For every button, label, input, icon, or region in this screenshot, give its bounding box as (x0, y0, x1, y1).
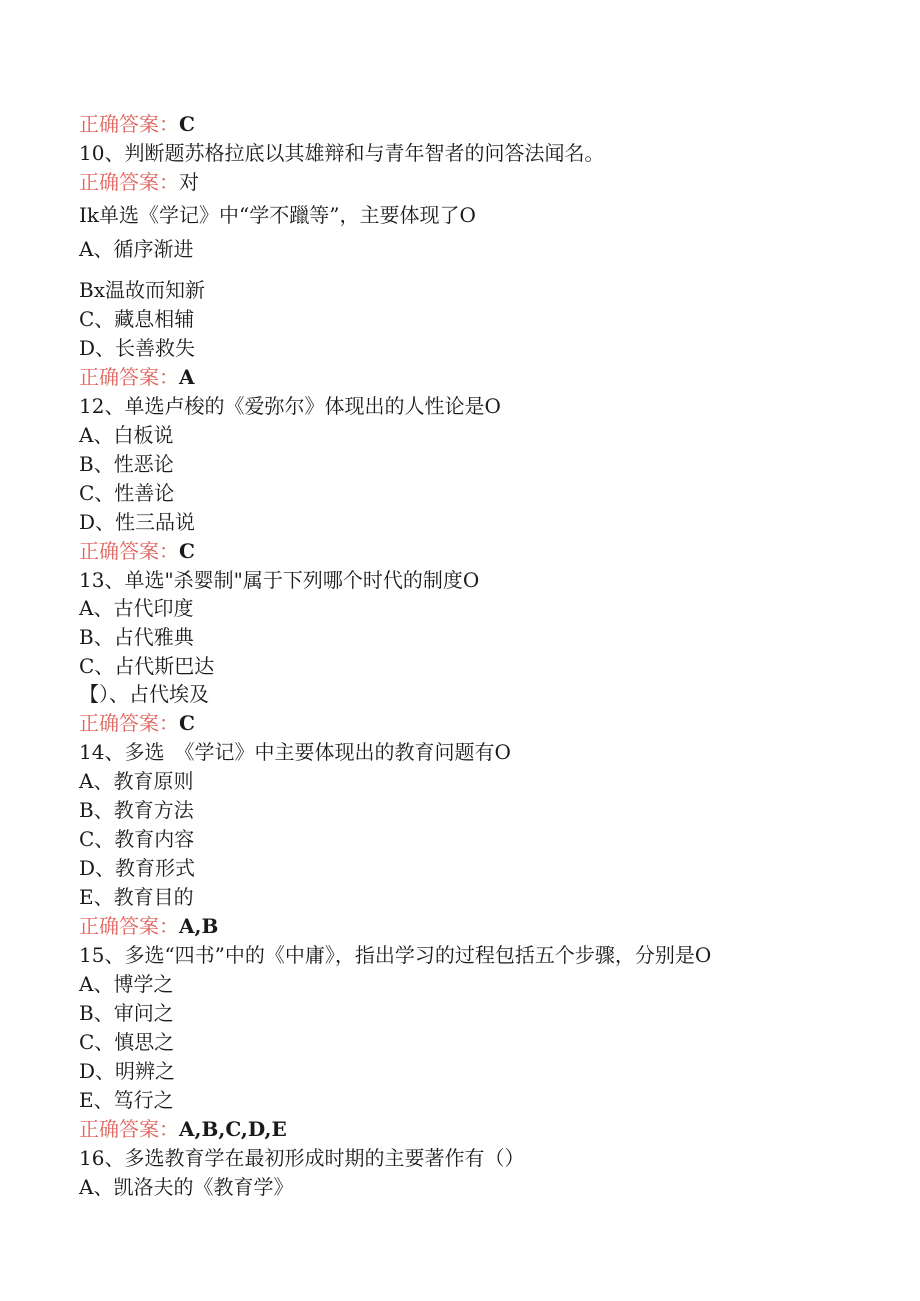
answer-label: 正确答案： (79, 170, 179, 194)
option-a: A、古代印度 (79, 596, 194, 620)
question-16: 16、多选教育学在最初形成时期的主要著作有（） (79, 1146, 525, 1170)
option-d: D、明辨之 (79, 1059, 176, 1083)
answer-value: C (179, 711, 195, 735)
option-c: C、慎思之 (79, 1030, 175, 1054)
answer-label: 正确答案： (79, 365, 179, 389)
option-e: E、教育目的 (79, 885, 194, 909)
option-b: B、占代雅典 (79, 625, 194, 649)
answer-line (79, 1115, 287, 1143)
option-a: A、教育原则 (79, 769, 194, 793)
option-b: B、性恶论 (79, 452, 174, 476)
option-b: B、教育方法 (79, 798, 194, 822)
option-d: D、教育形式 (79, 856, 196, 880)
option-c: C、藏息相辅 (79, 307, 195, 331)
option-a: A、循序渐进 (79, 237, 194, 261)
option-d: D、长善救失 (79, 336, 196, 360)
question-11: Ik单选《学记》中“学不躐等”，主要体现了O (79, 203, 476, 227)
answer-line (79, 363, 195, 391)
option-a: A、博学之 (79, 972, 174, 996)
answer-value: C (179, 539, 195, 563)
option-c: C、占代斯巴达 (79, 654, 215, 678)
option-a: A、白板说 (79, 423, 174, 447)
question-13: 13、单选"杀婴制"属于下列哪个时代的制度O (79, 568, 480, 592)
answer-label: 正确答案： (79, 112, 179, 136)
question-12: 12、单选卢梭的《爱弥尔》体现出的人性论是O (79, 394, 501, 418)
answer-label: 正确答案： (79, 1117, 179, 1141)
answer-label: 正确答案： (79, 711, 179, 735)
question-15: 15、多选“四书”中的《中庸》，指出学习的过程包括五个步骤，分别是O (79, 943, 712, 967)
answer-value: A,B (179, 914, 219, 938)
option-b: B、审问之 (79, 1001, 174, 1025)
option-d: 【）、占代埃及 (79, 682, 209, 706)
answer-line (79, 709, 195, 737)
answer-value: A (179, 365, 195, 389)
answer-line (79, 537, 195, 565)
answer-line (79, 110, 195, 138)
option-d: D、性三品说 (79, 510, 196, 534)
option-c: C、性善论 (79, 481, 175, 505)
option-a: A、凯洛夫的《教育学》 (79, 1175, 294, 1199)
question-10: 10、判断题苏格拉底以其雄辩和与青年智者的问答法闻名。 (79, 141, 605, 165)
answer-line (79, 912, 218, 940)
answer-value: A,B,C,D,E (179, 1117, 287, 1141)
answer-value: 对 (179, 170, 199, 194)
question-14: 14、多选 《学记》中主要体现出的教育问题有O (79, 740, 511, 764)
option-c: C、教育内容 (79, 827, 195, 851)
option-b: Bx温故而知新 (79, 278, 205, 302)
answer-value: C (179, 112, 195, 136)
answer-line (79, 168, 199, 196)
option-e: E、笃行之 (79, 1088, 174, 1112)
answer-label: 正确答案： (79, 914, 179, 938)
answer-label: 正确答案： (79, 539, 179, 563)
